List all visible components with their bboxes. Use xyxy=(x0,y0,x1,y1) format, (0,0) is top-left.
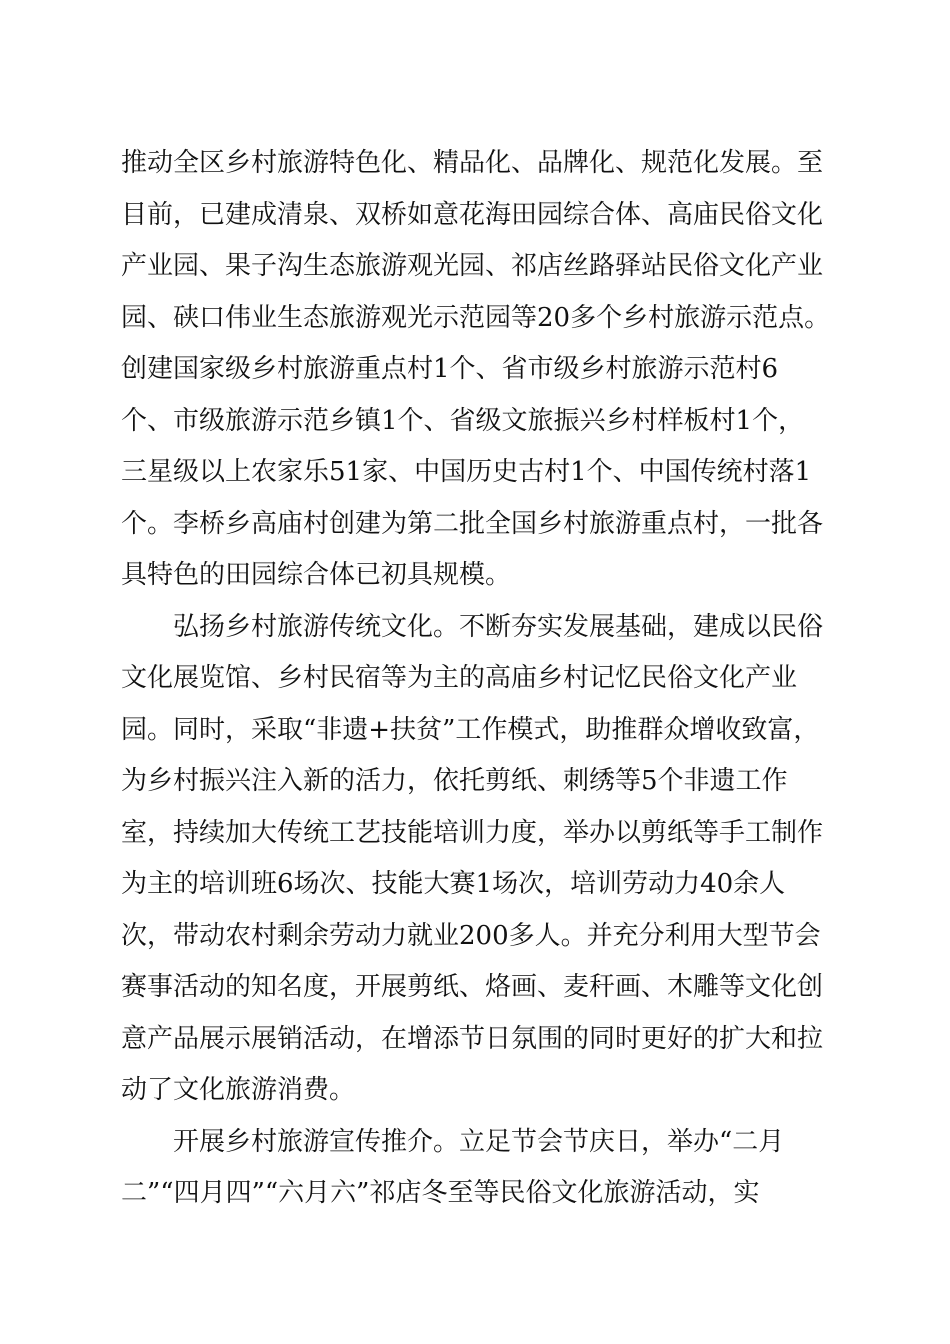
paragraph-2 xyxy=(121,602,824,1117)
paragraph-line: 动了文化旅游消费。 xyxy=(121,1075,356,1105)
paragraph-line: 意产品展示展销活动，在增添节日氛围的同时更好的扩大和拉 xyxy=(121,1023,824,1054)
document-body xyxy=(121,138,831,1220)
paragraph-line: 室，持续加大传统工艺技能培训力度，举办以剪纸等手工制作 xyxy=(121,817,824,848)
paragraph-line: 推动全区乡村旅游特色化、精品化、品牌化、规范化发展。至 xyxy=(121,148,824,178)
paragraph-line: 赛事活动的知名度，开展剪纸、烙画、麦秆画、木雕等文化创 xyxy=(121,972,824,1002)
paragraph-line: 文化展览馆、乡村民宿等为主的高庙乡村记忆民俗文化产业 xyxy=(121,663,798,693)
paragraph-line: 为乡村振兴注入新的活力，依托剪纸、刺绣等5个非遗工作 xyxy=(121,766,788,796)
paragraph-line: 园。同时，采取“非遗+扶贫”工作模式，助推群众增收致富， xyxy=(121,714,820,745)
paragraph-line: 产业园、果子沟生态旅游观光园、祁店丝路驿站民俗文化产业 xyxy=(121,251,824,281)
paragraph-line: 为主的培训班6场次、技能大赛1场次，培训劳动力40余人 xyxy=(121,869,786,899)
paragraph-line: 二”“四月四”“六月六”祁店冬至等民俗文化旅游活动，实 xyxy=(121,1178,760,1208)
paragraph-line: 个。李桥乡高庙村创建为第二批全国乡村旅游重点村，一批各 xyxy=(121,508,824,539)
paragraph-line: 创建国家级乡村旅游重点村1个、省市级乡村旅游示范村6 xyxy=(121,354,779,384)
paragraph-line: 个、市级旅游示范乡镇1个、省级文旅振兴乡村样板村1个， xyxy=(121,405,805,436)
paragraph-line: 三星级以上农家乐51家、中国历史古村1个、中国传统村落1 xyxy=(121,457,812,487)
paragraph-line: 目前，已建成清泉、双桥如意花海田园综合体、高庙民俗文化 xyxy=(121,199,824,230)
paragraph-line: 弘扬乡村旅游传统文化。不断夯实发展基础，建成以民俗 xyxy=(173,611,824,642)
paragraph-line: 次，带动农村剩余劳动力就业200多人。并充分利用大型节会 xyxy=(121,920,821,951)
paragraph-1 xyxy=(121,138,831,602)
paragraph-line: 具特色的田园综合体已初具规模。 xyxy=(121,560,512,590)
paragraph-line: 园、硖口伟业生态旅游观光示范园等20多个乡村旅游示范点。 xyxy=(121,302,831,333)
paragraph-3 xyxy=(121,1117,811,1220)
paragraph-line: 开展乡村旅游宣传推介。立足节会节庆日，举办“二月 xyxy=(173,1126,785,1157)
